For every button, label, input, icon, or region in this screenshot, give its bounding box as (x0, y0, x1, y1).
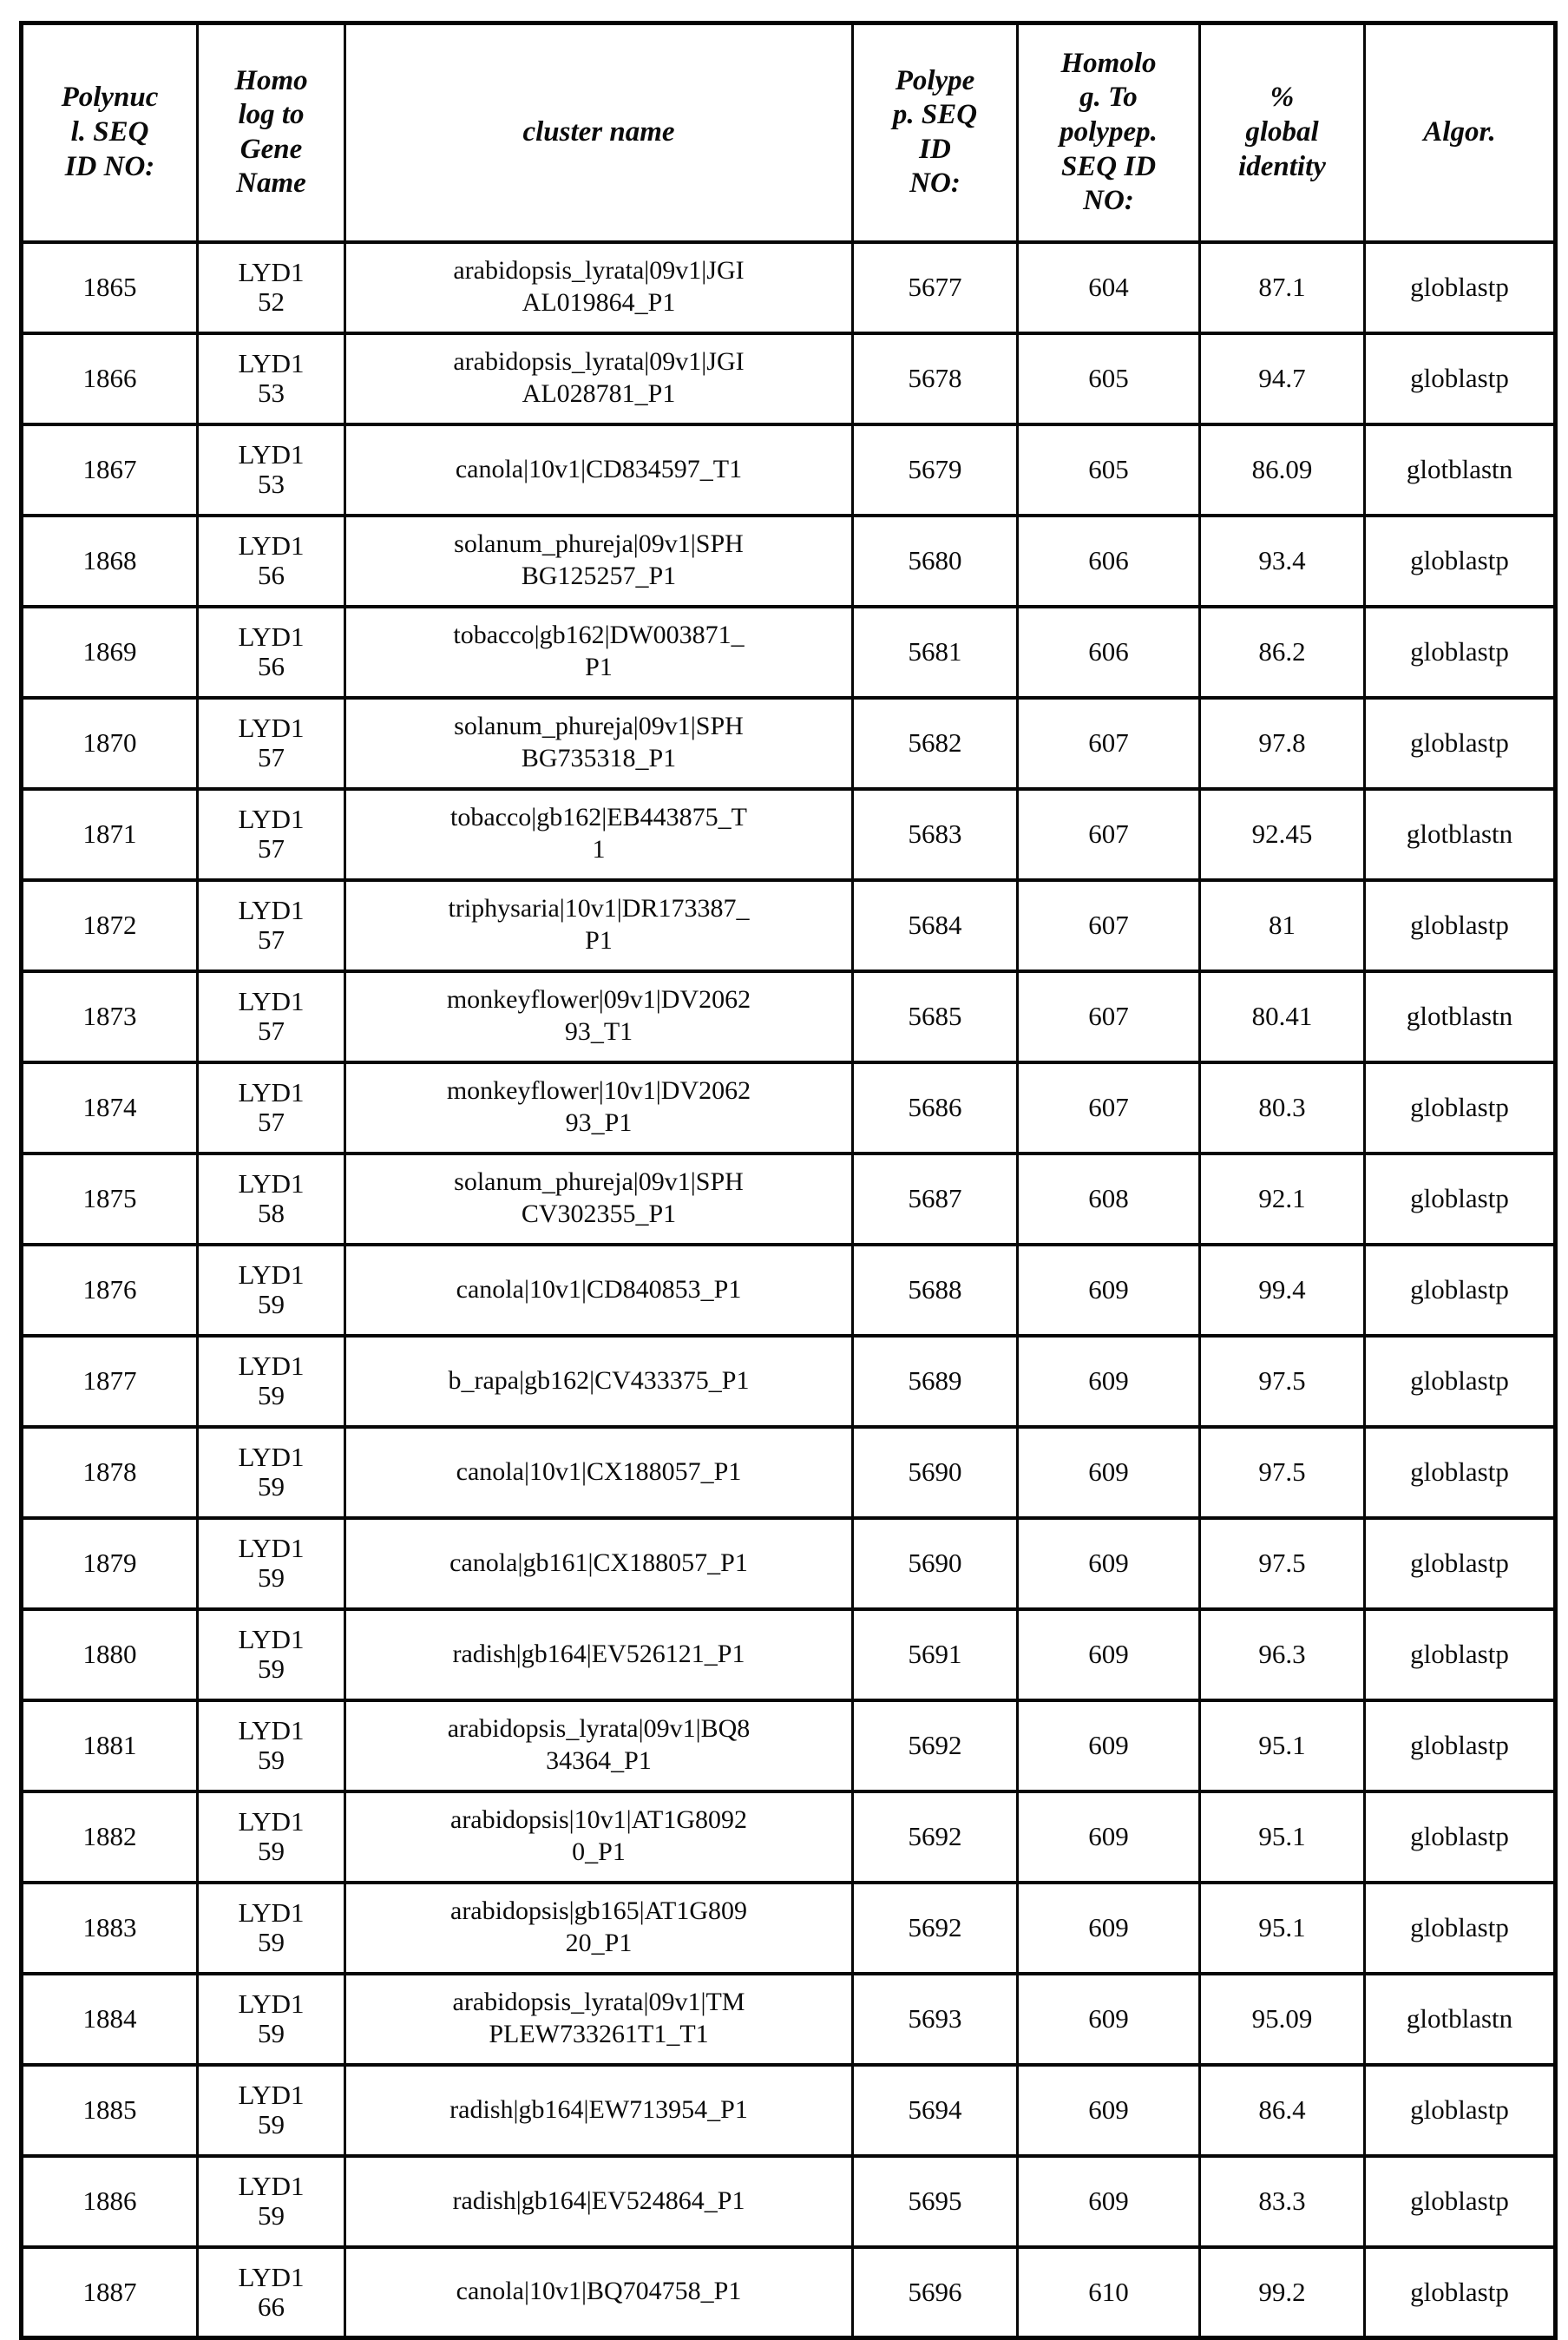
table-row (22, 1154, 1556, 1245)
cell-homolog-gene-name: LYD1 59 (198, 1609, 345, 1700)
cell-cluster-name: tobacco|gb162|EB443875_T 1 (345, 789, 853, 880)
cell-homolog-polypep-seq-id-no: 607 (1018, 698, 1200, 789)
cell-cluster-name: canola|10v1|CX188057_P1 (345, 1427, 853, 1518)
table-body (22, 242, 1556, 2338)
cell-polynucl-seq-id-no: 1873 (22, 971, 198, 1062)
cell-cluster-name: radish|gb164|EW713954_P1 (345, 2065, 853, 2156)
cell-pct-global-identity: 99.2 (1200, 2247, 1365, 2338)
column-header-homolog-gene-name: Homo log to Gene Name (198, 23, 345, 242)
cell-polypep-seq-id-no: 5685 (853, 971, 1018, 1062)
cell-cluster-name: arabidopsis|10v1|AT1G8092 0_P1 (345, 1791, 853, 1883)
cell-algorithm: glotblastn (1365, 971, 1556, 1062)
cell-polypep-seq-id-no: 5696 (853, 2247, 1018, 2338)
table-row (22, 242, 1556, 333)
cell-pct-global-identity: 97.5 (1200, 1336, 1365, 1427)
cell-pct-global-identity: 80.41 (1200, 971, 1365, 1062)
cell-homolog-gene-name: LYD1 57 (198, 880, 345, 971)
cell-homolog-gene-name: LYD1 59 (198, 1336, 345, 1427)
cell-polynucl-seq-id-no: 1882 (22, 1791, 198, 1883)
cell-cluster-name: arabidopsis_lyrata|09v1|TM PLEW733261T1_T1 (345, 1974, 853, 2065)
homolog-sequence-table (19, 21, 1558, 2340)
cell-algorithm: glotblastn (1365, 1974, 1556, 2065)
table-row (22, 1791, 1556, 1883)
cell-homolog-polypep-seq-id-no: 609 (1018, 1518, 1200, 1609)
cell-polynucl-seq-id-no: 1876 (22, 1245, 198, 1336)
cell-algorithm: globlastp (1365, 1154, 1556, 1245)
cell-homolog-gene-name: LYD1 52 (198, 242, 345, 333)
cell-cluster-name: solanum_phureja|09v1|SPH BG735318_P1 (345, 698, 853, 789)
cell-algorithm: globlastp (1365, 2247, 1556, 2338)
cell-homolog-polypep-seq-id-no: 607 (1018, 789, 1200, 880)
cell-polypep-seq-id-no: 5695 (853, 2156, 1018, 2247)
table-row (22, 880, 1556, 971)
cell-polynucl-seq-id-no: 1884 (22, 1974, 198, 2065)
cell-pct-global-identity: 95.09 (1200, 1974, 1365, 2065)
cell-algorithm: globlastp (1365, 516, 1556, 607)
cell-cluster-name: canola|10v1|CD834597_T1 (345, 424, 853, 516)
cell-polypep-seq-id-no: 5689 (853, 1336, 1018, 1427)
cell-polypep-seq-id-no: 5694 (853, 2065, 1018, 2156)
column-header-pct-global-identity: % global identity (1200, 23, 1365, 242)
cell-homolog-gene-name: LYD1 59 (198, 1974, 345, 2065)
cell-homolog-gene-name: LYD1 59 (198, 1518, 345, 1609)
cell-cluster-name: solanum_phureja|09v1|SPH BG125257_P1 (345, 516, 853, 607)
cell-homolog-gene-name: LYD1 59 (198, 1427, 345, 1518)
cell-polypep-seq-id-no: 5680 (853, 516, 1018, 607)
cell-polypep-seq-id-no: 5691 (853, 1609, 1018, 1700)
cell-homolog-gene-name: LYD1 59 (198, 1245, 345, 1336)
table-header (22, 23, 1556, 242)
cell-homolog-gene-name: LYD1 58 (198, 1154, 345, 1245)
cell-cluster-name: arabidopsis_lyrata|09v1|JGI AL019864_P1 (345, 242, 853, 333)
table-row (22, 1245, 1556, 1336)
cell-polynucl-seq-id-no: 1877 (22, 1336, 198, 1427)
cell-homolog-gene-name: LYD1 66 (198, 2247, 345, 2338)
cell-algorithm: globlastp (1365, 2065, 1556, 2156)
cell-homolog-polypep-seq-id-no: 609 (1018, 1974, 1200, 2065)
cell-pct-global-identity: 97.5 (1200, 1518, 1365, 1609)
cell-homolog-gene-name: LYD1 59 (198, 2065, 345, 2156)
cell-polypep-seq-id-no: 5690 (853, 1427, 1018, 1518)
cell-homolog-gene-name: LYD1 57 (198, 971, 345, 1062)
cell-pct-global-identity: 95.1 (1200, 1700, 1365, 1791)
cell-polypep-seq-id-no: 5692 (853, 1700, 1018, 1791)
table-row (22, 2247, 1556, 2338)
cell-homolog-polypep-seq-id-no: 607 (1018, 971, 1200, 1062)
cell-algorithm: globlastp (1365, 1700, 1556, 1791)
cell-homolog-polypep-seq-id-no: 606 (1018, 516, 1200, 607)
cell-polypep-seq-id-no: 5692 (853, 1883, 1018, 1974)
cell-algorithm: globlastp (1365, 1609, 1556, 1700)
cell-homolog-polypep-seq-id-no: 605 (1018, 333, 1200, 424)
cell-homolog-polypep-seq-id-no: 609 (1018, 1883, 1200, 1974)
cell-algorithm: glotblastn (1365, 789, 1556, 880)
cell-cluster-name: arabidopsis|gb165|AT1G809 20_P1 (345, 1883, 853, 1974)
cell-polynucl-seq-id-no: 1881 (22, 1700, 198, 1791)
cell-algorithm: globlastp (1365, 880, 1556, 971)
cell-homolog-polypep-seq-id-no: 609 (1018, 2065, 1200, 2156)
cell-homolog-polypep-seq-id-no: 609 (1018, 1700, 1200, 1791)
table-row (22, 1336, 1556, 1427)
table-row (22, 698, 1556, 789)
cell-polypep-seq-id-no: 5690 (853, 1518, 1018, 1609)
cell-polynucl-seq-id-no: 1886 (22, 2156, 198, 2247)
table-row (22, 2156, 1556, 2247)
cell-polynucl-seq-id-no: 1883 (22, 1883, 198, 1974)
cell-polynucl-seq-id-no: 1887 (22, 2247, 198, 2338)
cell-algorithm: globlastp (1365, 1062, 1556, 1154)
cell-cluster-name: monkeyflower|10v1|DV2062 93_P1 (345, 1062, 853, 1154)
cell-polypep-seq-id-no: 5686 (853, 1062, 1018, 1154)
cell-algorithm: globlastp (1365, 1336, 1556, 1427)
cell-homolog-polypep-seq-id-no: 610 (1018, 2247, 1200, 2338)
column-header-polypep-seq-id-no: Polype p. SEQ ID NO: (853, 23, 1018, 242)
column-header-homolog-polypep-seq-id-no: Homolo g. To polypep. SEQ ID NO: (1018, 23, 1200, 242)
table-row (22, 333, 1556, 424)
column-header-cluster-name: cluster name (345, 23, 853, 242)
cell-polypep-seq-id-no: 5693 (853, 1974, 1018, 2065)
cell-homolog-polypep-seq-id-no: 605 (1018, 424, 1200, 516)
cell-homolog-polypep-seq-id-no: 606 (1018, 607, 1200, 698)
cell-cluster-name: radish|gb164|EV526121_P1 (345, 1609, 853, 1700)
cell-algorithm: globlastp (1365, 698, 1556, 789)
table-row (22, 1062, 1556, 1154)
cell-homolog-gene-name: LYD1 56 (198, 607, 345, 698)
cell-polypep-seq-id-no: 5692 (853, 1791, 1018, 1883)
cell-homolog-gene-name: LYD1 59 (198, 2156, 345, 2247)
table-row (22, 1427, 1556, 1518)
cell-algorithm: globlastp (1365, 2156, 1556, 2247)
cell-homolog-polypep-seq-id-no: 609 (1018, 1245, 1200, 1336)
cell-cluster-name: arabidopsis_lyrata|09v1|JGI AL028781_P1 (345, 333, 853, 424)
table-row (22, 2065, 1556, 2156)
table-row (22, 1974, 1556, 2065)
cell-pct-global-identity: 86.4 (1200, 2065, 1365, 2156)
cell-pct-global-identity: 83.3 (1200, 2156, 1365, 2247)
cell-pct-global-identity: 81 (1200, 880, 1365, 971)
cell-homolog-gene-name: LYD1 59 (198, 1883, 345, 1974)
cell-polynucl-seq-id-no: 1874 (22, 1062, 198, 1154)
table-row (22, 516, 1556, 607)
cell-pct-global-identity: 95.1 (1200, 1791, 1365, 1883)
cell-algorithm: globlastp (1365, 333, 1556, 424)
table-row (22, 789, 1556, 880)
cell-algorithm: globlastp (1365, 1427, 1556, 1518)
cell-polynucl-seq-id-no: 1869 (22, 607, 198, 698)
cell-cluster-name: triphysaria|10v1|DR173387_ P1 (345, 880, 853, 971)
cell-polypep-seq-id-no: 5682 (853, 698, 1018, 789)
cell-pct-global-identity: 96.3 (1200, 1609, 1365, 1700)
cell-homolog-polypep-seq-id-no: 609 (1018, 1427, 1200, 1518)
table-row (22, 1518, 1556, 1609)
cell-pct-global-identity: 94.7 (1200, 333, 1365, 424)
table-row (22, 607, 1556, 698)
cell-algorithm: globlastp (1365, 1883, 1556, 1974)
cell-algorithm: globlastp (1365, 1791, 1556, 1883)
cell-homolog-gene-name: LYD1 57 (198, 1062, 345, 1154)
cell-homolog-polypep-seq-id-no: 607 (1018, 1062, 1200, 1154)
cell-polypep-seq-id-no: 5684 (853, 880, 1018, 971)
cell-homolog-polypep-seq-id-no: 607 (1018, 880, 1200, 971)
cell-polynucl-seq-id-no: 1878 (22, 1427, 198, 1518)
cell-cluster-name: arabidopsis_lyrata|09v1|BQ8 34364_P1 (345, 1700, 853, 1791)
cell-polynucl-seq-id-no: 1879 (22, 1518, 198, 1609)
cell-homolog-polypep-seq-id-no: 609 (1018, 1336, 1200, 1427)
cell-pct-global-identity: 86.2 (1200, 607, 1365, 698)
cell-polynucl-seq-id-no: 1865 (22, 242, 198, 333)
cell-cluster-name: tobacco|gb162|DW003871_ P1 (345, 607, 853, 698)
cell-pct-global-identity: 99.4 (1200, 1245, 1365, 1336)
cell-pct-global-identity: 93.4 (1200, 516, 1365, 607)
cell-homolog-gene-name: LYD1 57 (198, 698, 345, 789)
cell-polypep-seq-id-no: 5681 (853, 607, 1018, 698)
cell-cluster-name: canola|gb161|CX188057_P1 (345, 1518, 853, 1609)
cell-polynucl-seq-id-no: 1871 (22, 789, 198, 880)
column-header-polynucl-seq-id-no: Polynuc l. SEQ ID NO: (22, 23, 198, 242)
cell-pct-global-identity: 87.1 (1200, 242, 1365, 333)
cell-cluster-name: radish|gb164|EV524864_P1 (345, 2156, 853, 2247)
table-row (22, 1609, 1556, 1700)
cell-algorithm: globlastp (1365, 242, 1556, 333)
cell-homolog-gene-name: LYD1 56 (198, 516, 345, 607)
cell-algorithm: glotblastn (1365, 424, 1556, 516)
cell-homolog-polypep-seq-id-no: 609 (1018, 2156, 1200, 2247)
cell-polypep-seq-id-no: 5688 (853, 1245, 1018, 1336)
cell-polynucl-seq-id-no: 1875 (22, 1154, 198, 1245)
cell-pct-global-identity: 80.3 (1200, 1062, 1365, 1154)
cell-cluster-name: solanum_phureja|09v1|SPH CV302355_P1 (345, 1154, 853, 1245)
cell-pct-global-identity: 97.8 (1200, 698, 1365, 789)
header-row (22, 23, 1556, 242)
cell-pct-global-identity: 97.5 (1200, 1427, 1365, 1518)
cell-polynucl-seq-id-no: 1866 (22, 333, 198, 424)
cell-algorithm: globlastp (1365, 1518, 1556, 1609)
column-header-algorithm: Algor. (1365, 23, 1556, 242)
cell-homolog-gene-name: LYD1 57 (198, 789, 345, 880)
cell-homolog-polypep-seq-id-no: 609 (1018, 1791, 1200, 1883)
cell-cluster-name: canola|10v1|BQ704758_P1 (345, 2247, 853, 2338)
cell-polypep-seq-id-no: 5683 (853, 789, 1018, 880)
cell-homolog-gene-name: LYD1 53 (198, 333, 345, 424)
cell-pct-global-identity: 95.1 (1200, 1883, 1365, 1974)
cell-polynucl-seq-id-no: 1867 (22, 424, 198, 516)
cell-polypep-seq-id-no: 5678 (853, 333, 1018, 424)
cell-cluster-name: b_rapa|gb162|CV433375_P1 (345, 1336, 853, 1427)
cell-homolog-polypep-seq-id-no: 604 (1018, 242, 1200, 333)
table-row (22, 1700, 1556, 1791)
table-row (22, 971, 1556, 1062)
cell-polynucl-seq-id-no: 1885 (22, 2065, 198, 2156)
cell-polypep-seq-id-no: 5687 (853, 1154, 1018, 1245)
cell-algorithm: globlastp (1365, 1245, 1556, 1336)
cell-homolog-gene-name: LYD1 59 (198, 1791, 345, 1883)
cell-homolog-polypep-seq-id-no: 609 (1018, 1609, 1200, 1700)
table-row (22, 424, 1556, 516)
cell-polynucl-seq-id-no: 1880 (22, 1609, 198, 1700)
cell-algorithm: globlastp (1365, 607, 1556, 698)
cell-homolog-gene-name: LYD1 59 (198, 1700, 345, 1791)
cell-cluster-name: monkeyflower|09v1|DV2062 93_T1 (345, 971, 853, 1062)
cell-polynucl-seq-id-no: 1872 (22, 880, 198, 971)
table-row (22, 1883, 1556, 1974)
cell-pct-global-identity: 92.1 (1200, 1154, 1365, 1245)
cell-polypep-seq-id-no: 5677 (853, 242, 1018, 333)
cell-homolog-polypep-seq-id-no: 608 (1018, 1154, 1200, 1245)
cell-polynucl-seq-id-no: 1868 (22, 516, 198, 607)
cell-pct-global-identity: 86.09 (1200, 424, 1365, 516)
cell-polynucl-seq-id-no: 1870 (22, 698, 198, 789)
cell-homolog-gene-name: LYD1 53 (198, 424, 345, 516)
cell-cluster-name: canola|10v1|CD840853_P1 (345, 1245, 853, 1336)
cell-polypep-seq-id-no: 5679 (853, 424, 1018, 516)
cell-pct-global-identity: 92.45 (1200, 789, 1365, 880)
